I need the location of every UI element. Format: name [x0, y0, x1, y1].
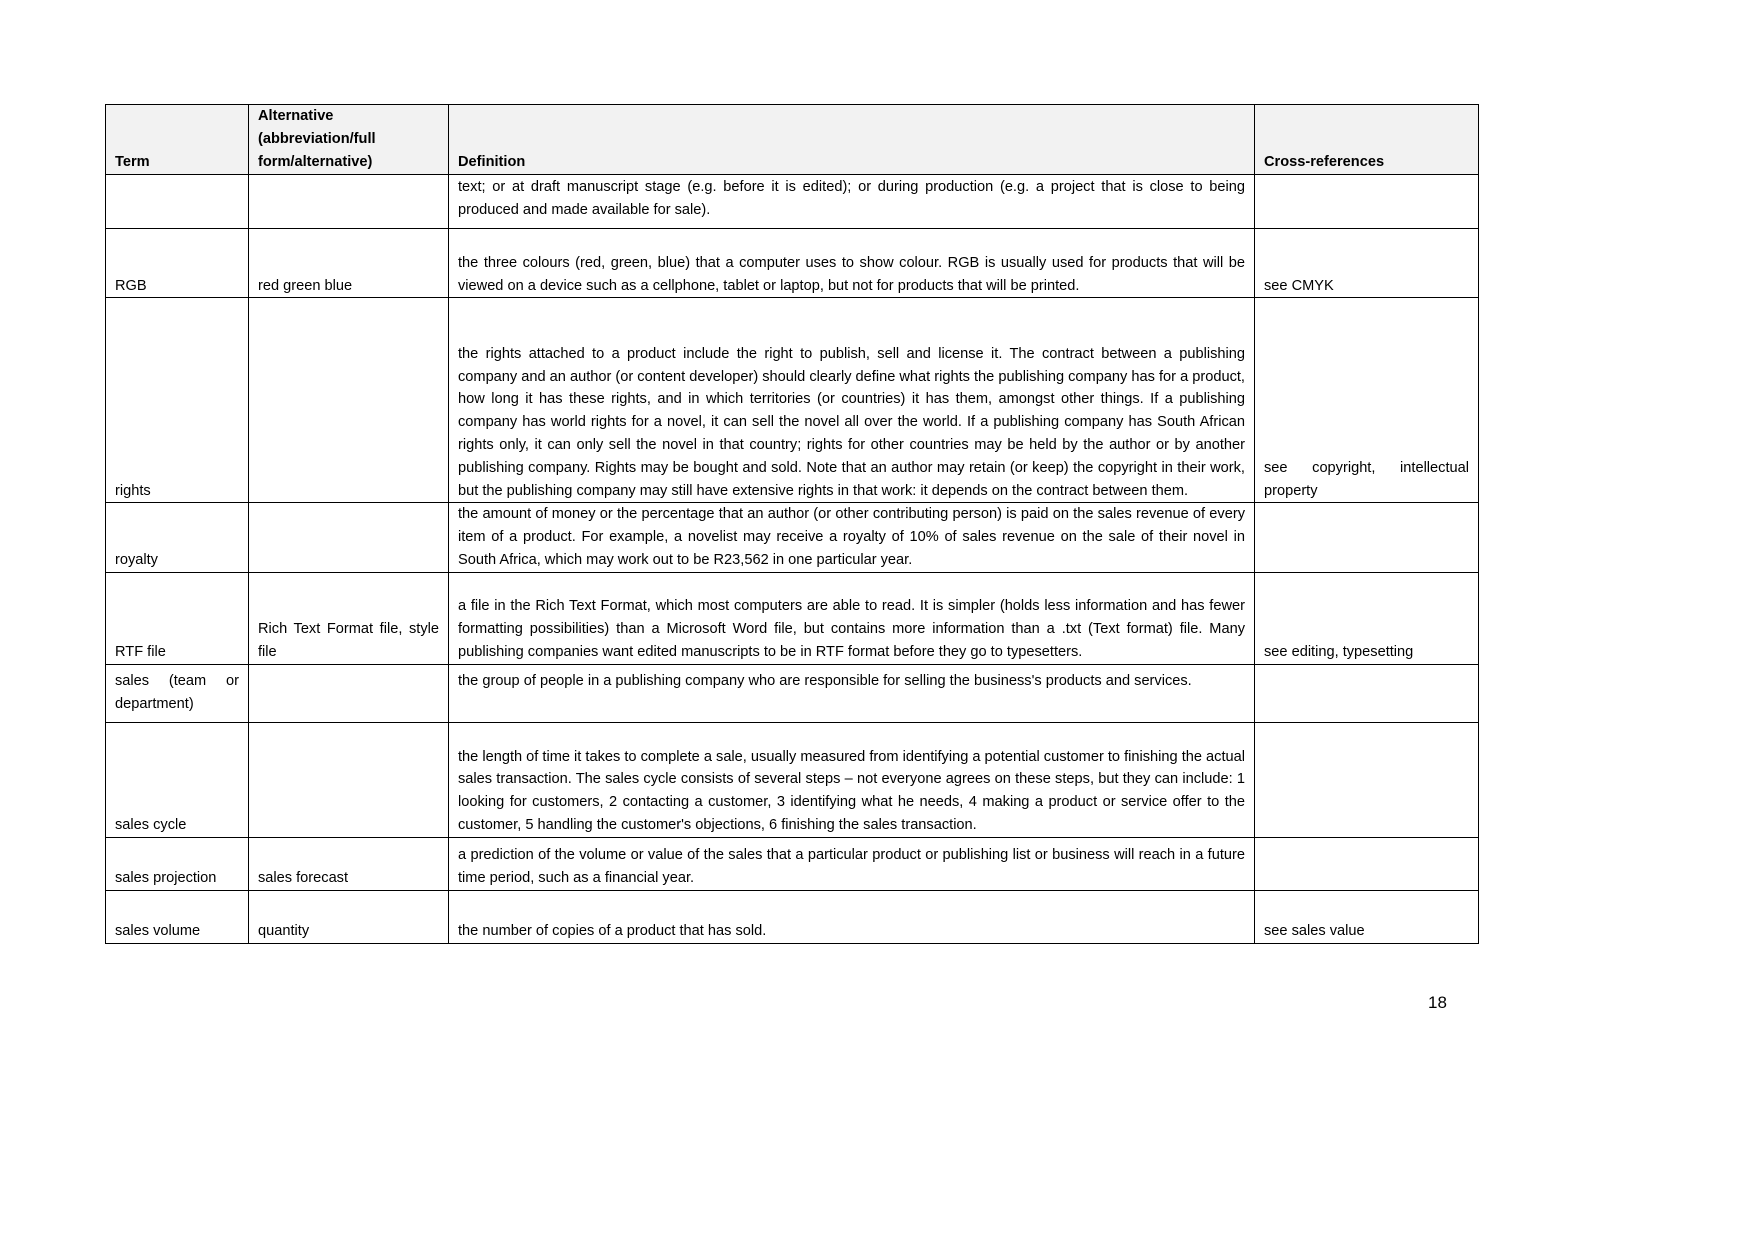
term-cell: royalty: [106, 503, 249, 572]
alternative-cell: Rich Text Format file, style file: [249, 572, 449, 664]
cross-reference-cell: [1255, 664, 1479, 722]
header-row: [106, 105, 1479, 175]
definition-cell: the length of time it takes to complete a sale, usually measured from identifying a potential customer to finishing the actual sales transaction. The sales cycle consists of several steps – not everyone agrees on these steps, but they can include: 1 looking for customers, 2 contacting a customer, 3 identifying what he needs, 4 making a product or service offer to the customer, 5 handling the customer's objections, 6 finishing the sales transaction.: [449, 722, 1255, 837]
cross-reference-cell: [1255, 837, 1479, 890]
header-term: Term: [106, 105, 249, 175]
cross-reference-cell: see copyright, intellectual property: [1255, 298, 1479, 503]
header-definition: Definition: [449, 105, 1255, 175]
table-row: [106, 722, 1479, 837]
definition-cell: a file in the Rich Text Format, which most computers are able to read. It is simpler (holds less information and has fewer formatting possibilities) than a Microsoft Word file, but contains more information than a .txt (Text format) file. Many publishing companies want edited manuscripts to be in RTF format before they go to typesetters.: [449, 572, 1255, 664]
table-row: [106, 664, 1479, 722]
definition-cell: the number of copies of a product that has sold.: [449, 890, 1255, 943]
alternative-cell: [249, 722, 449, 837]
definition-cell: the three colours (red, green, blue) that a computer uses to show colour. RGB is usually used for products that will be viewed on a device such as a cellphone, tablet or laptop, but not for products that will be printed.: [449, 229, 1255, 298]
term-cell: rights: [106, 298, 249, 503]
table-row: [106, 890, 1479, 943]
table-row: [106, 298, 1479, 503]
table-row: [106, 572, 1479, 664]
cross-reference-cell: [1255, 175, 1479, 229]
definition-cell: a prediction of the volume or value of the sales that a particular product or publishing list or business will reach in a future time period, such as a financial year.: [449, 837, 1255, 890]
cross-reference-cell: [1255, 722, 1479, 837]
cross-reference-cell: see CMYK: [1255, 229, 1479, 298]
term-cell: [106, 175, 249, 229]
alternative-cell: [249, 298, 449, 503]
cross-reference-cell: [1255, 503, 1479, 572]
table-body: [106, 175, 1479, 943]
page-number: 18: [1428, 993, 1447, 1012]
table-header: [106, 105, 1479, 175]
alternative-cell: [249, 503, 449, 572]
table-row: [106, 837, 1479, 890]
table-row: [106, 229, 1479, 298]
definition-cell: the group of people in a publishing company who are responsible for selling the business's products and services.: [449, 664, 1255, 722]
cross-reference-cell: see sales value: [1255, 890, 1479, 943]
alternative-cell: sales forecast: [249, 837, 449, 890]
table-row: [106, 175, 1479, 229]
alternative-cell: [249, 664, 449, 722]
alternative-cell: quantity: [249, 890, 449, 943]
term-cell: sales volume: [106, 890, 249, 943]
term-cell: RGB: [106, 229, 249, 298]
glossary-table: [105, 104, 1479, 944]
term-cell: sales projection: [106, 837, 249, 890]
term-cell: RTF file: [106, 572, 249, 664]
definition-cell: text; or at draft manuscript stage (e.g. before it is edited); or during production (e.g. a project that is close to being produced and made available for sale).: [449, 175, 1255, 229]
alternative-cell: [249, 175, 449, 229]
header-alternative: Alternative (abbreviation/full form/alternative): [249, 105, 449, 175]
table-row: [106, 503, 1479, 572]
cross-reference-cell: see editing, typesetting: [1255, 572, 1479, 664]
definition-cell: the amount of money or the percentage that an author (or other contributing person) is paid on the sales revenue of every item of a product. For example, a novelist may receive a royalty of 10% of sales revenue on the sale of their novel in South Africa, which may work out to be R23,562 in one particular year.: [449, 503, 1255, 572]
header-cross-references: Cross-references: [1255, 105, 1479, 175]
term-cell: sales (team or department): [106, 664, 249, 722]
term-cell: sales cycle: [106, 722, 249, 837]
alternative-cell: red green blue: [249, 229, 449, 298]
definition-cell: the rights attached to a product include the right to publish, sell and license it. The contract between a publishing company and an author (or content developer) should clearly define what rights the publishing company has for a product, how long it has these rights, and in which territories (or countries) it has them, amongst other things. If a publishing company has world rights for a novel, it can sell the novel all over the world. If a publishing company has South African rights only, it can only sell the novel in that country; rights for other countries may be held by the author or by another publishing company. Rights may be bought and sold. Note that an author may retain (or keep) the copyright in their work, but the publishing company may still have extensive rights in that work: it depends on the contract between them.: [449, 298, 1255, 503]
